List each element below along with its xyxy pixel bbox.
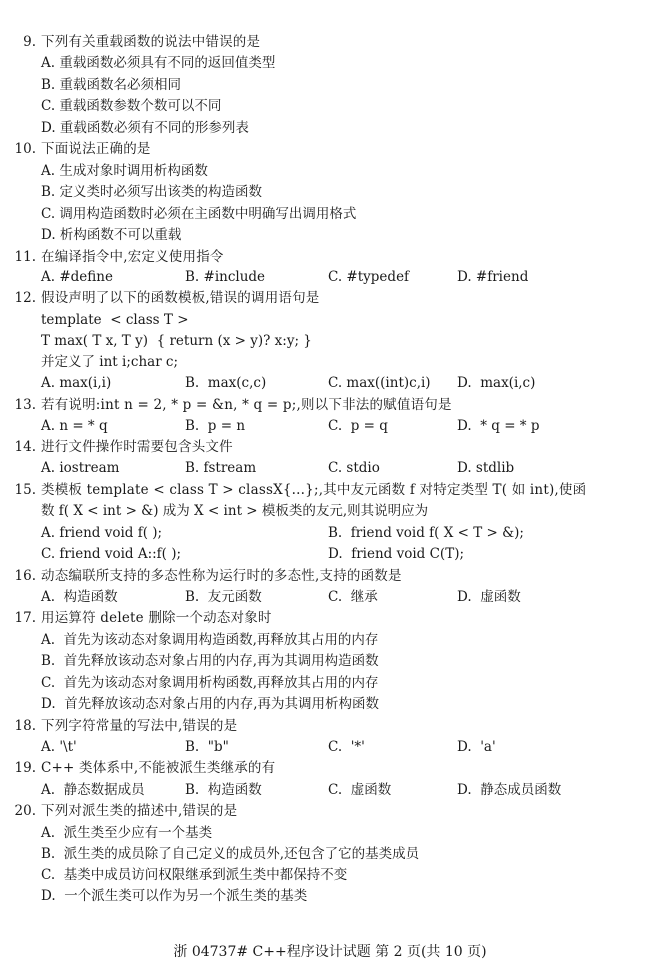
question-text: 类模板 template < class T > classX{...};,其中友元函数 f 对特定类型 T( 如 int),使函	[41, 482, 587, 498]
question-number: 16.	[14, 568, 36, 584]
option-c: C. 调用构造函数时必须在主函数中明确写出调用格式	[41, 206, 357, 222]
option-a: A. 静态数据成员	[41, 782, 145, 798]
question-number: 11.	[14, 249, 36, 265]
option-a: A. 重载函数必须具有不同的返回值类型	[41, 55, 276, 71]
option-a: A. 派生类至少应有一个基类	[41, 825, 213, 841]
option-c: C. p = q	[328, 418, 388, 434]
question-text-continued: 数 f( X < int > &) 成为 X < int > 模板类的友元,则其说明应为	[41, 503, 429, 519]
question-text: 下列字符常量的写法中,错误的是	[41, 718, 238, 734]
question-number: 14.	[14, 439, 36, 455]
option-d: D. #friend	[457, 269, 529, 285]
option-a: A. max(i,i)	[41, 375, 112, 391]
option-d: D. * q = * p	[457, 418, 540, 434]
option-d: D. 析构函数不可以重载	[41, 227, 182, 243]
option-a: A. iostream	[41, 460, 120, 476]
question-text: 下列对派生类的描述中,错误的是	[41, 803, 238, 819]
option-b: B. friend void f( X < T > &);	[328, 525, 524, 541]
option-c: C. 基类中成员访问权限继承到派生类中都保持不变	[41, 867, 348, 883]
option-c: C. 首先为该动态对象调用析构函数,再释放其占用的内存	[41, 675, 379, 691]
option-c: C. stdio	[328, 460, 380, 476]
question-number: 20.	[14, 803, 36, 819]
question-number: 12.	[14, 290, 36, 306]
option-b: B. 定义类时必须写出该类的构造函数	[41, 184, 263, 200]
option-d: D. 'a'	[457, 739, 496, 755]
option-a: A. 生成对象时调用析构函数	[41, 163, 208, 179]
question-text: 用运算符 delete 删除一个动态对象时	[41, 610, 272, 626]
question-number: 13.	[14, 397, 36, 413]
option-b: B. 重载函数名必须相同	[41, 77, 182, 93]
option-b: B. max(c,c)	[185, 375, 267, 391]
question-text: 进行文件操作时需要包含头文件	[41, 439, 233, 455]
question-text: 假设声明了以下的函数模板,错误的调用语句是	[41, 290, 320, 306]
question-text: C++ 类体系中,不能被派生类继承的有	[41, 760, 276, 776]
question-text: 下面说法正确的是	[41, 141, 151, 157]
question-text: 动态编联所支持的多态性称为运行时的多态性,支持的函数是	[41, 568, 402, 584]
option-a: A. 构造函数	[41, 589, 118, 605]
option-a: A. n = * q	[41, 418, 108, 434]
code-line: template < class T >	[41, 312, 189, 328]
question-number: 9.	[23, 34, 36, 50]
question-number: 15.	[14, 482, 36, 498]
question-text: 下列有关重载函数的说法中错误的是	[41, 34, 261, 50]
option-c: C. 重载函数参数个数可以不同	[41, 98, 222, 114]
option-d: D. 一个派生类可以作为另一个派生类的基类	[41, 888, 308, 904]
code-line: 并定义了 int i;char c;	[41, 354, 179, 370]
option-d: D. 重载函数必须有不同的形参列表	[41, 120, 249, 136]
option-c: C. '*'	[328, 739, 365, 755]
option-b: B. fstream	[185, 460, 257, 476]
option-c: C. 继承	[328, 589, 378, 605]
question-text: 若有说明:int n = 2, * p = &n, * q = p;,则以下非法的赋值语句是	[41, 397, 452, 413]
question-number: 10.	[14, 141, 36, 157]
option-b: B. 友元函数	[185, 589, 262, 605]
option-b: B. #include	[185, 269, 266, 285]
option-a: A. '\t'	[41, 739, 77, 755]
page-footer: 浙 04737# C++程序设计试题 第 2 页(共 10 页)	[173, 944, 487, 960]
option-a: A. friend void f( );	[41, 525, 163, 541]
option-b: B. 派生类的成员除了自己定义的成员外,还包含了它的基类成员	[41, 846, 420, 862]
option-a: A. #define	[41, 269, 113, 285]
option-d: D. 首先释放该动态对象占用的内存,再为其调用析构函数	[41, 696, 380, 712]
option-d: D. max(i,c)	[457, 375, 536, 391]
option-d: D. stdlib	[457, 460, 515, 476]
option-b: B. p = n	[185, 418, 246, 434]
option-d: D. 虚函数	[457, 589, 521, 605]
question-number: 18.	[14, 718, 36, 734]
option-c: C. max((int)c,i)	[328, 375, 431, 391]
option-b: B. 首先释放该动态对象占用的内存,再为其调用构造函数	[41, 653, 379, 669]
option-b: B. 构造函数	[185, 782, 262, 798]
option-c: C. friend void A::f( );	[41, 546, 182, 562]
question-text: 在编译指令中,宏定义使用指令	[41, 249, 224, 265]
code-line: T max( T x, T y) { return (x > y)? x:y; }	[41, 333, 312, 349]
option-d: D. 静态成员函数	[457, 782, 562, 798]
question-number: 19.	[14, 760, 36, 776]
option-b: B. "b"	[185, 739, 229, 755]
option-c: C. 虚函数	[328, 782, 392, 798]
option-c: C. #typedef	[328, 269, 410, 285]
option-d: D. friend void C(T);	[328, 546, 465, 562]
question-number: 17.	[14, 610, 36, 626]
option-a: A. 首先为该动态对象调用构造函数,再释放其占用的内存	[41, 632, 379, 648]
